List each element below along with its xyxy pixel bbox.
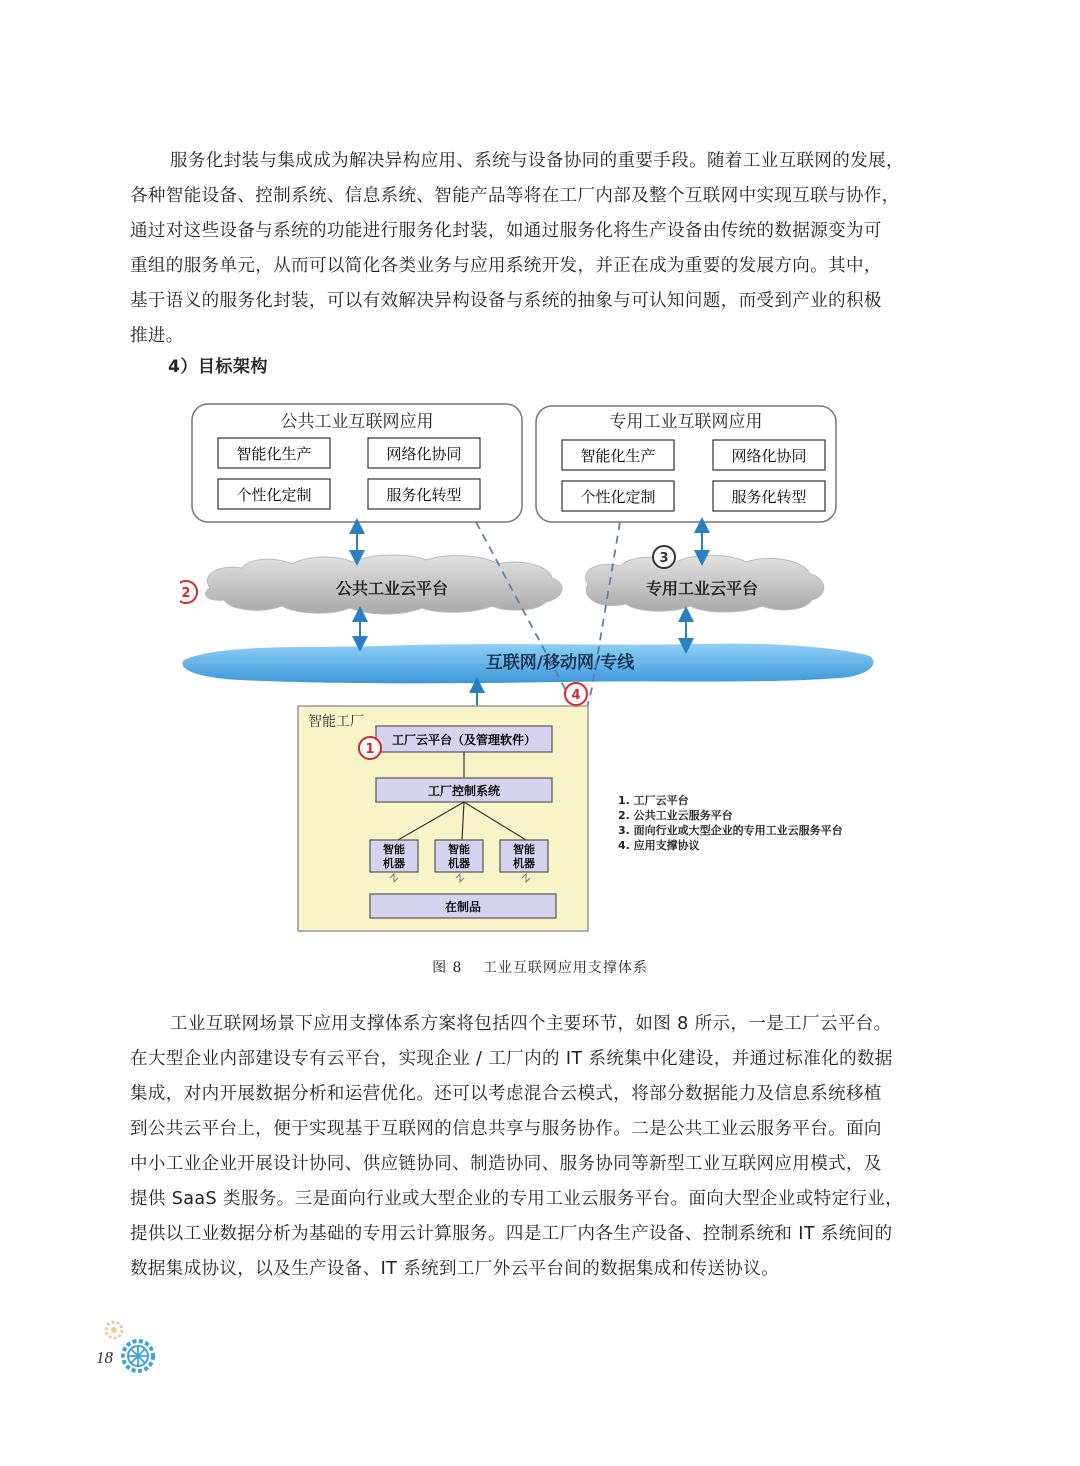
architecture-diagram — [180, 398, 900, 933]
svg-text:机器: 机器 — [513, 857, 535, 870]
network-label: 互联网/移动网/专线 — [485, 653, 635, 673]
svg-text:智能: 智能 — [513, 843, 535, 856]
marker-2: 2 — [181, 586, 191, 601]
legend-item: 4. 应用支撑协议 — [618, 839, 700, 852]
section-heading: 4）目标架构 — [168, 357, 268, 377]
factory-title: 智能工厂 — [308, 714, 364, 730]
paragraph-line: 服务化封装与集成成为解决异构应用、系统与设备协同的重要手段。随着工业互联网的发展， — [170, 151, 904, 171]
private-app-title: 专用工业互联网应用 — [609, 412, 763, 432]
page-number: 18 — [96, 1348, 113, 1367]
legend-item: 3. 面向行业或大型企业的专用工业云服务平台 — [618, 824, 843, 837]
connection-arrows — [357, 525, 702, 714]
svg-text:智能: 智能 — [448, 843, 470, 856]
paragraph-line: 通过对这些设备与系统的功能进行服务化封装，如通过服务化将生产设备由传统的数据源变为可 — [130, 221, 882, 241]
public-app-group — [192, 404, 522, 522]
private-cloud — [586, 555, 824, 612]
paragraph-line: 提供以工业数据分析为基础的专用云计算服务。四是工厂内各生产设备、控制系统和 IT 系统间的 — [130, 1224, 893, 1244]
public-app-title: 公共工业互联网应用 — [280, 412, 434, 432]
app-box-label: 服务化转型 — [386, 486, 462, 504]
intro-paragraph — [130, 144, 942, 354]
marker-1: 1 — [365, 742, 375, 757]
svg-text:机器: 机器 — [383, 857, 405, 870]
paragraph-line: 中小工业企业开展设计协同、供应链协同、制造协同、服务协同等新型工业互联网应用模式，及 — [130, 1154, 882, 1174]
marker-4: 4 — [571, 688, 581, 703]
paragraph-line: 工业互联网场景下应用支撑体系方案将包括四个主要环节，如图 8 所示，一是工厂云平台。 — [170, 1014, 892, 1034]
smart-factory — [298, 706, 588, 931]
paragraph-line: 推进。 — [130, 326, 184, 346]
legend-item: 2. 公共工业云服务平台 — [618, 809, 733, 822]
app-box-label: 网络化协同 — [731, 447, 807, 465]
factory-control-system: 工厂控制系统 — [427, 784, 501, 798]
app-box-label: 智能化生产 — [580, 447, 656, 465]
private-app-group — [536, 406, 836, 522]
figure-caption: 图 8 工业互联网应用支撑体系 — [432, 960, 648, 976]
app-box-label: 服务化转型 — [731, 488, 807, 506]
paragraph-line: 数据集成协议，以及生产设备、IT 系统到工厂外云平台间的数据集成和传送协议。 — [130, 1259, 780, 1279]
app-box-label: 个性化定制 — [236, 486, 312, 504]
paragraph-line: 基于语义的服务化封装，可以有效解决异构设备与系统的抽象与可认知问题，而受到产业的积极 — [130, 291, 882, 311]
private-cloud-label: 专用工业云平台 — [645, 579, 759, 598]
diagram-legend — [618, 793, 843, 852]
public-cloud-label: 公共工业云平台 — [335, 579, 449, 598]
svg-text:智能: 智能 — [383, 843, 405, 856]
paragraph-line: 集成，对内开展数据分析和运营优化。还可以考虑混合云模式，将部分数据能力及信息系统移植 — [130, 1084, 882, 1104]
svg-text:机器: 机器 — [448, 857, 470, 870]
app-box-label: 个性化定制 — [580, 488, 656, 506]
paragraph-line: 到公共云平台上，便于实现基于互联网的信息共享与服务协作。二是公共工业云服务平台。面向 — [130, 1119, 882, 1139]
app-box-label: 网络化协同 — [386, 445, 462, 463]
paragraph-line: 提供 SaaS 类服务。三是面向行业或大型企业的专用工业云服务平台。面向大型企业或特定行业， — [130, 1189, 904, 1209]
network-band — [182, 644, 873, 684]
factory-cloud-platform: 工厂云平台（及管理软件） — [391, 733, 537, 747]
marker-3: 3 — [659, 551, 669, 566]
paragraph-line: 在大型企业内部建设专有云平台，实现企业 / 工厂内的 IT 系统集中化建设，并通过标准化的数据 — [130, 1049, 893, 1069]
legend-item: 1. 工厂云平台 — [618, 794, 689, 807]
app-box-label: 智能化生产 — [236, 445, 312, 463]
factory-wip: 在制品 — [444, 900, 482, 914]
paragraph-line: 各种智能设备、控制系统、信息系统、智能产品等将在工厂内部及整个互联网中实现互联与协作， — [130, 186, 900, 206]
body-paragraph — [130, 1007, 942, 1287]
paragraph-line: 重组的服务单元，从而可以简化各类业务与应用系统开发，并正在成为重要的发展方向。其中， — [130, 256, 882, 276]
